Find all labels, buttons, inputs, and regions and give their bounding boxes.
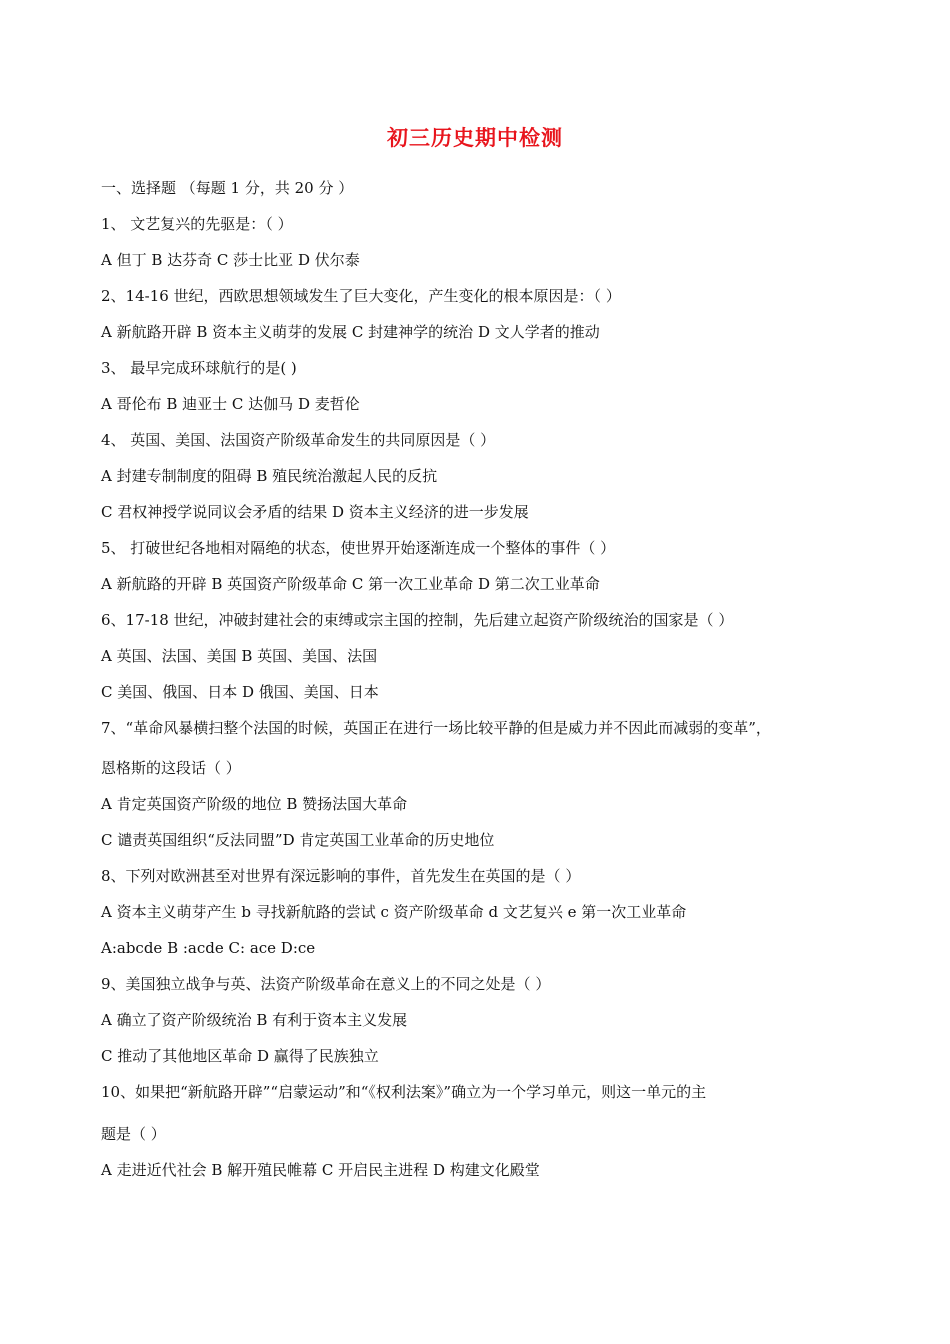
question-3-stem: 3、 最早完成环球航行的是( ) [101, 359, 297, 377]
question-1-options: A 但丁 B 达芬奇 C 莎士比亚 D 伏尔泰 [101, 251, 360, 269]
question-5-stem: 5、 打破世纪各地相对隔绝的状态，使世界开始逐渐连成一个整体的事件（ ） [101, 539, 616, 557]
question-2-options: A 新航路开辟 B 资本主义萌芽的发展 C 封建神学的统治 D 文人学者的推动 [101, 323, 600, 341]
question-10-options: A 走进近代社会 B 解开殖民帷幕 C 开启民主进程 D 构建文化殿堂 [101, 1161, 540, 1179]
question-5-options: A 新航路的开辟 B 英国资产阶级革命 C 第一次工业革命 D 第二次工业革命 [101, 575, 600, 593]
question-3-options: A 哥伦布 B 迪亚士 C 达伽马 D 麦哲伦 [101, 395, 360, 413]
question-9-options-2: C 推动了其他地区革命 D 赢得了民族独立 [101, 1047, 379, 1065]
question-7-stem-continued: 恩格斯的这段话（ ） [101, 759, 241, 777]
question-7-options-2: C 谴责英国组织“反法同盟”D 肯定英国工业革命的历史地位 [101, 831, 495, 849]
section-heading: 一、选择题 （每题 1 分，共 20 分 ） [101, 179, 354, 197]
question-6-stem: 6、17-18 世纪，冲破封建社会的束缚或宗主国的控制，先后建立起资产阶级统治的国家是（ ） [101, 611, 734, 629]
question-8-stem: 8、下列对欧洲甚至对世界有深远影响的事件，首先发生在英国的是（ ） [101, 867, 581, 885]
question-9-stem: 9、美国独立战争与英、法资产阶级革命在意义上的不同之处是（ ） [101, 975, 551, 993]
question-7-stem: 7、“革命风暴横扫整个法国的时候，英国正在进行一场比较平静的但是威力并不因此而减弱的变革”， [101, 719, 771, 737]
question-6-options-1: A 英国、法国、美国 B 英国、美国、法国 [101, 647, 378, 665]
question-4-options-2: C 君权神授学说同议会矛盾的结果 D 资本主义经济的进一步发展 [101, 503, 529, 521]
question-9-options-1: A 确立了资产阶级统治 B 有利于资本主义发展 [101, 1011, 408, 1029]
question-6-options-2: C 美国、俄国、日本 D 俄国、美国、日本 [101, 683, 379, 701]
page-title: 初三历史期中检测 [387, 125, 563, 150]
question-4-options-1: A 封建专制制度的阻碍 B 殖民统治激起人民的反抗 [101, 467, 438, 485]
question-8-options: A:abcde B :acde C: ace D:ce [101, 939, 316, 957]
question-7-options-1: A 肯定英国资产阶级的地位 B 赞扬法国大革命 [101, 795, 408, 813]
question-4-stem: 4、 英国、美国、法国资产阶级革命发生的共同原因是（ ） [101, 431, 496, 449]
question-1-stem: 1、 文艺复兴的先驱是：（ ） [101, 215, 293, 233]
question-8-items: A 资本主义萌芽产生 b 寻找新航路的尝试 c 资产阶级革命 d 文艺复兴 e 第一次工业革命 [101, 903, 687, 921]
question-10-stem: 10、如果把“新航路开辟”“启蒙运动”和“《权利法案》”确立为一个学习单元，则这一单元的主 [101, 1083, 707, 1101]
question-10-stem-continued: 题是（ ） [101, 1125, 166, 1143]
question-2-stem: 2、14-16 世纪，西欧思想领域发生了巨大变化，产生变化的根本原因是：（ ） [101, 287, 621, 305]
